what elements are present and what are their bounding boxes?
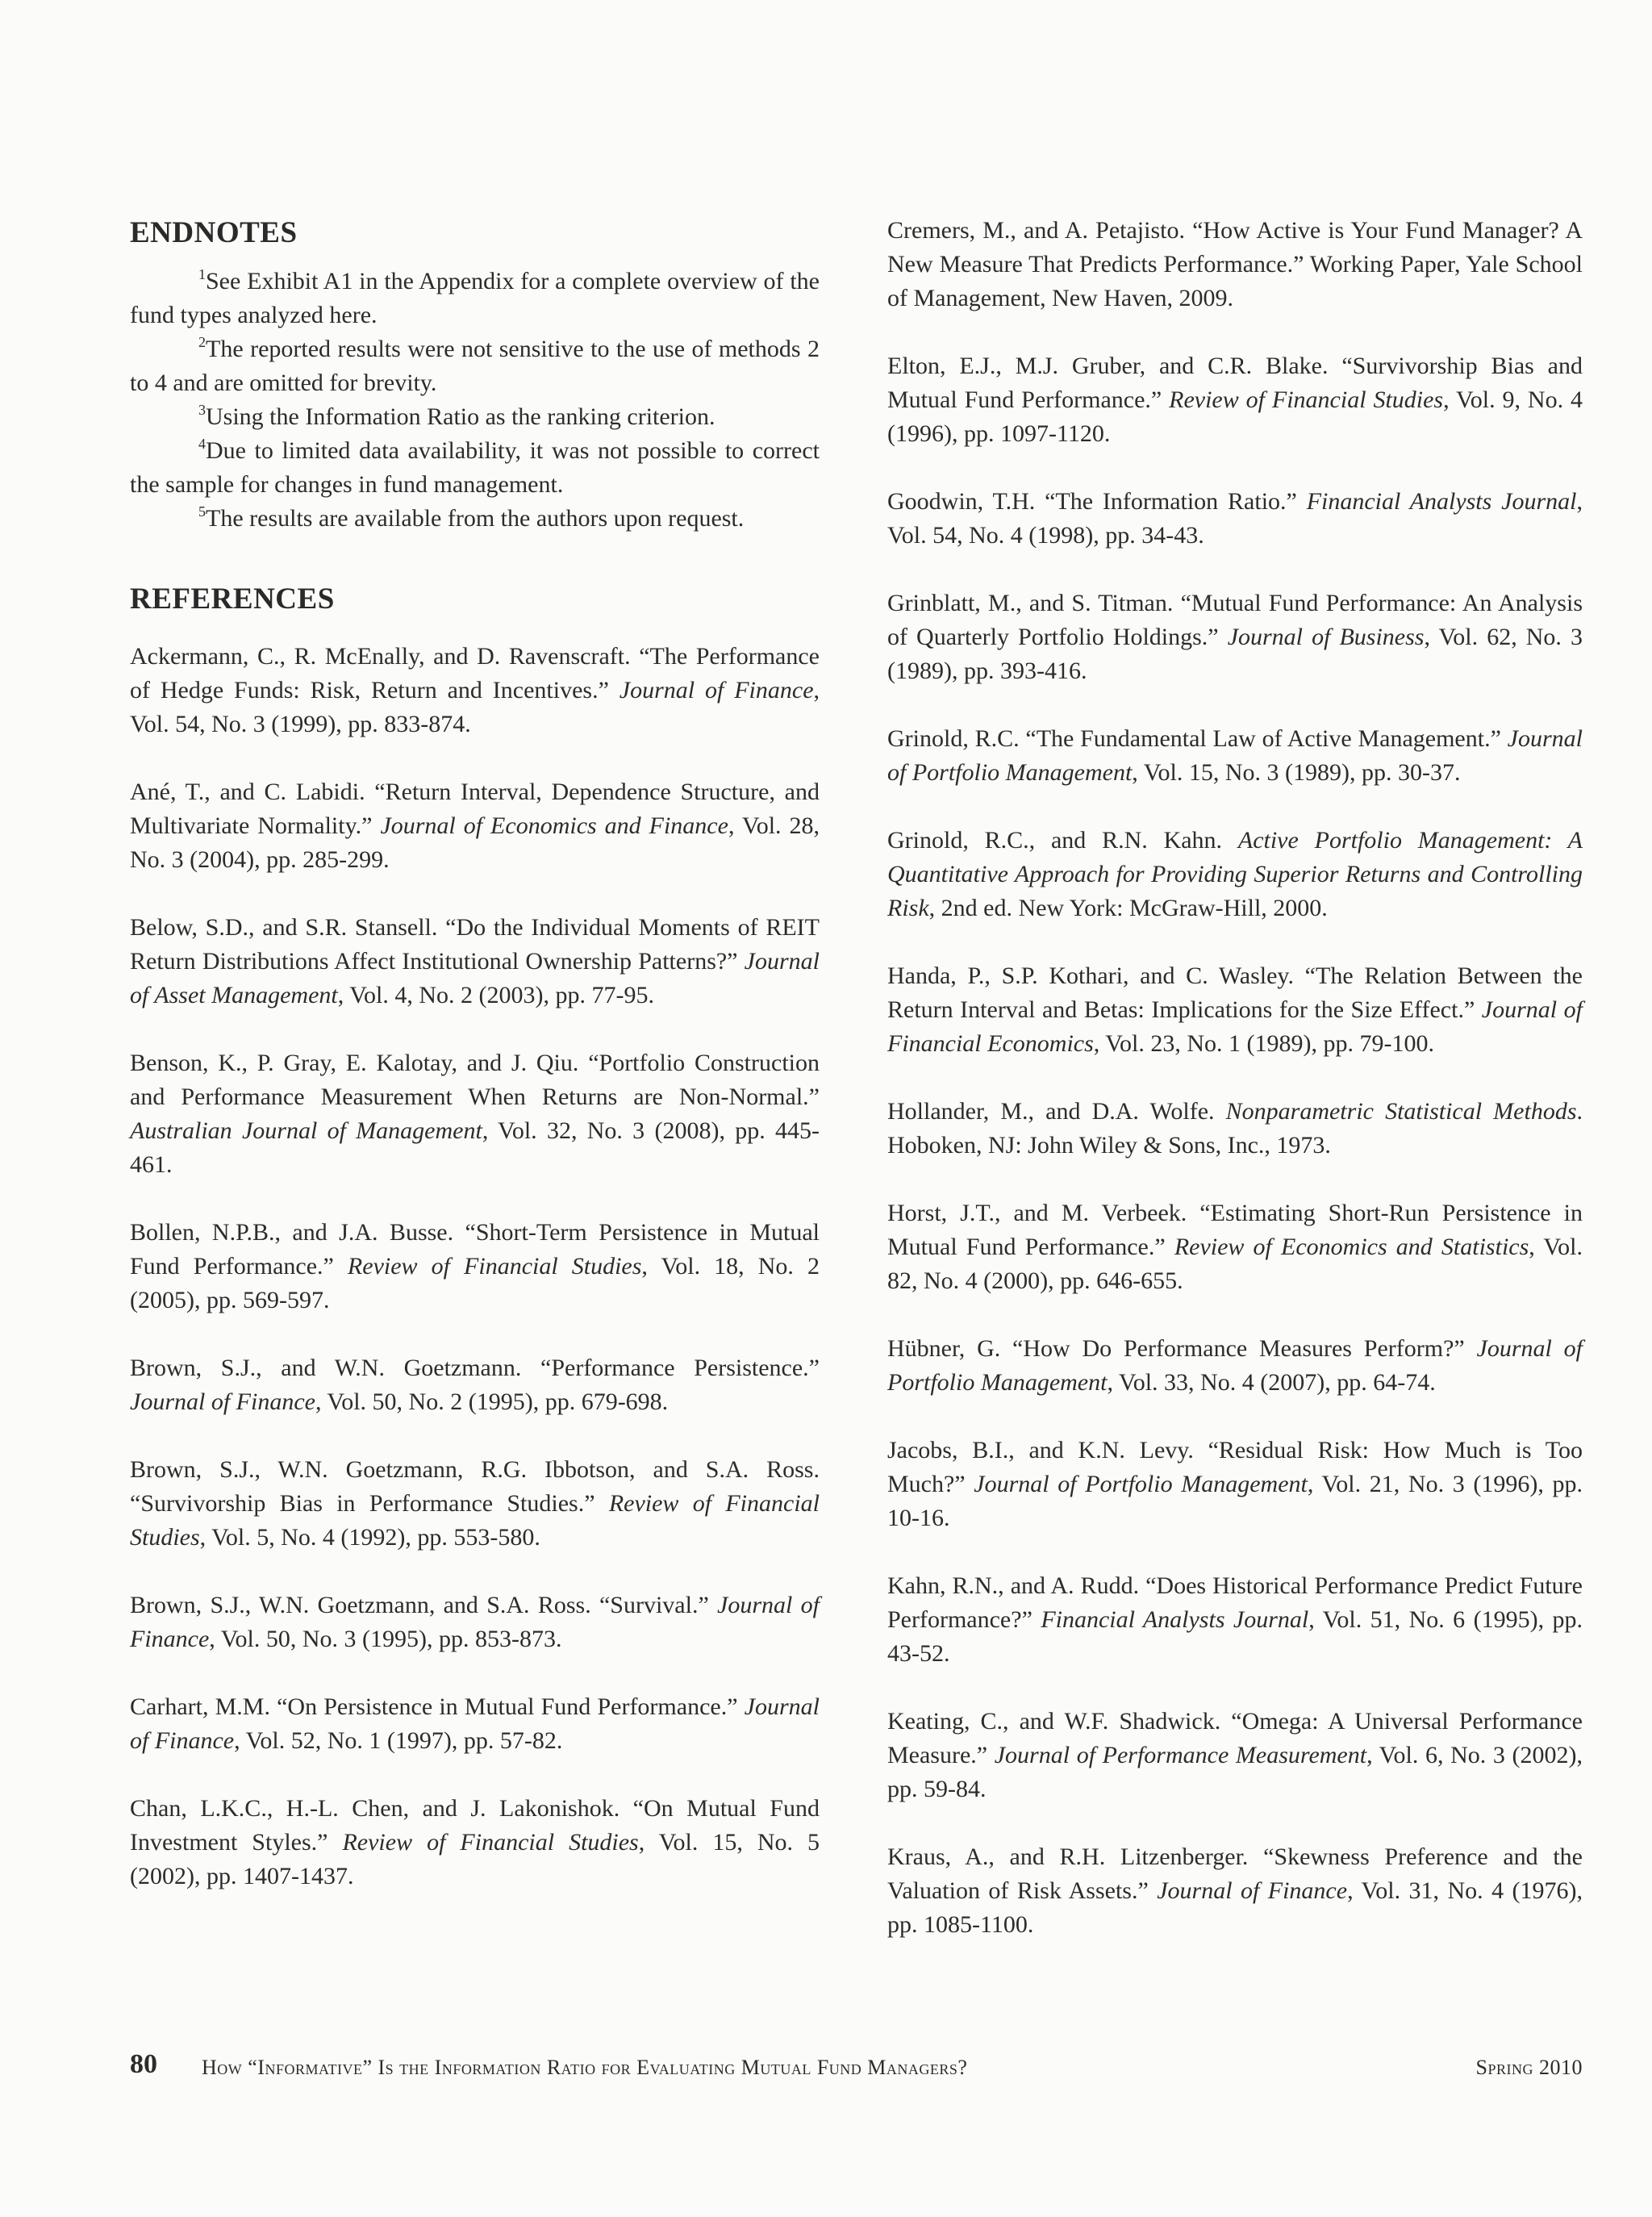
reference-entry: Hollander, M., and D.A. Wolfe. Nonparametric Statistical Methods. Hoboken, NJ: John Wiley & Sons, Inc., 1973. [887, 1098, 1583, 1159]
reference-entry: Bollen, N.P.B., and J.A. Busse. “Short-Term Persistence in Mutual Fund Performance.” Review of Financial Studies, Vol. 18, No. 2 (2005), pp. 569-597. [130, 1219, 820, 1313]
reference-source: Nonparametric Statistical Methods [1225, 1098, 1577, 1125]
reference-entry: Goodwin, T.H. “The Information Ratio.” Financial Analysts Journal, Vol. 54, No. 4 (1998), pp. 34-43. [887, 488, 1583, 549]
reference-entry: Ané, T., and C. Labidi. “Return Interval, Dependence Structure, and Multivariate Normality.” Journal of Economics and Finance, Vol. 28, No. 3 (2004), pp. 285-299. [130, 779, 820, 873]
reference-source: Financial Analysts Journal [1041, 1606, 1309, 1633]
reference-source: Journal of Portfolio Management [887, 1335, 1583, 1396]
reference-source: Journal of Business [1227, 624, 1425, 650]
reference-source: Review of Financial Studies [130, 1490, 820, 1551]
page-footer [130, 2049, 1583, 2081]
reference-source: Journal of Finance [130, 1693, 820, 1754]
reference-entry: Kahn, R.N., and A. Rudd. “Does Historical Performance Predict Future Performance?” Financial Analysts Journal, Vol. 51, No. 6 (1995), pp. 43-52. [887, 1572, 1583, 1667]
references-heading: REFERENCES [130, 582, 335, 616]
reference-entry: Elton, E.J., M.J. Gruber, and C.R. Blake. “Survivorship Bias and Mutual Fund Performance.” Review of Financial Studies, Vol. 9, No. 4 (1996), pp. 1097-1120. [887, 353, 1583, 447]
endnote: $^3$Using the Information Ratio as the ranking criterion. [198, 402, 715, 430]
reference-entry: Kraus, A., and R.H. Litzenberger. “Skewness Preference and the Valuation of Risk Assets.” Journal of Finance, Vol. 31, No. 4 (1976), pp. 1085-1100. [887, 1843, 1583, 1938]
references-list-left [130, 640, 820, 1893]
reference-source: Journal of Portfolio Management [887, 725, 1583, 786]
reference-source: Journal of Finance [619, 677, 814, 704]
references-list-right [887, 214, 1583, 1942]
reference-source: Review of Financial Studies [342, 1829, 639, 1856]
reference-entry: Horst, J.T., and M. Verbeek. “Estimating Short-Run Persistence in Mutual Fund Performance.” Review of Economics and Statistics, Vol. 82, No. 4 (2000), pp. 646-655. [887, 1200, 1583, 1294]
issue-label: Spring 2010 [1475, 2056, 1583, 2079]
reference-source: Financial Analysts Journal [1306, 488, 1577, 515]
reference-entry: Brown, S.J., W.N. Goetzmann, R.G. Ibbotson, and S.A. Ross. “Survivorship Bias in Performance Studies.” Review of Financial Studies, Vol. 5, No. 4 (1992), pp. 553-580. [130, 1456, 820, 1551]
reference-entry: Jacobs, B.I., and K.N. Levy. “Residual Risk: How Much is Too Much?” Journal of Portfolio Management, Vol. 21, No. 3 (1996), pp. 10-16. [887, 1437, 1583, 1531]
page-number: 80 [130, 2049, 157, 2079]
endnotes-list [130, 265, 820, 536]
reference-entry: Carhart, M.M. “On Persistence in Mutual Fund Performance.” Journal of Finance, Vol. 52, No. 1 (1997), pp. 57-82. [130, 1693, 820, 1754]
reference-source: Journal of Finance [130, 1592, 820, 1652]
reference-entry: Brown, S.J., and W.N. Goetzmann. “Performance Persistence.” Journal of Finance, Vol. 50, No. 2 (1995), pp. 679-698. [130, 1355, 820, 1415]
reference-entry: Hübner, G. “How Do Performance Measures Perform?” Journal of Portfolio Management, Vol. 33, No. 4 (2007), pp. 64-74. [887, 1335, 1583, 1396]
reference-entry: Grinold, R.C., and R.N. Kahn. Active Portfolio Management: A Quantitative Approach for Providing Superior Returns and Controlling Risk, 2nd ed. New York: McGraw-Hill, 2000. [887, 827, 1583, 921]
endnote: $^5$The results are available from the authors upon request. [198, 503, 745, 532]
reference-source: Review of Economics and Statistics [1174, 1234, 1529, 1260]
reference-source: Journal of Performance Measurement [994, 1742, 1367, 1768]
reference-entry: Grinblatt, M., and S. Titman. “Mutual Fund Performance: An Analysis of Quarterly Portfolio Holdings.” Journal of Business, Vol. 62, No. 3 (1989), pp. 393-416. [887, 590, 1583, 684]
reference-entry: Handa, P., S.P. Kothari, and C. Wasley. “The Relation Between the Return Interval and Betas: Implications for the Size Effect.” Journal of Financial Economics, Vol. 23, No. 1 (1989), pp. 79-100. [887, 962, 1583, 1057]
reference-source: Journal of Financial Economics [887, 996, 1583, 1057]
reference-source: Journal of Finance [130, 1388, 315, 1415]
reference-entry: Below, S.D., and S.R. Stansell. “Do the Individual Moments of REIT Return Distributions Affect Institutional Ownership Patterns?” Journal of Asset Management, Vol. 4, No. 2 (2003), pp. 77-95. [130, 914, 820, 1008]
reference-source: Journal of Finance [1157, 1877, 1348, 1904]
reference-source: Journal of Portfolio Management [974, 1471, 1308, 1497]
reference-entry: Keating, C., and W.F. Shadwick. “Omega: A Universal Performance Measure.” Journal of Performance Measurement, Vol. 6, No. 3 (2002), pp. 59-84. [887, 1708, 1583, 1802]
reference-source: Review of Financial Studies [347, 1253, 642, 1280]
endnote: $^1$See Exhibit A1 in the Appendix for a complete overview of the fund types analyzed here. [130, 266, 820, 328]
reference-entry: Chan, L.K.C., H.-L. Chen, and J. Lakonishok. “On Mutual Fund Investment Styles.” Review of Financial Studies, Vol. 15, No. 5 (2002), pp. 1407-1437. [130, 1795, 820, 1889]
reference-source: Review of Financial Studies [1169, 386, 1444, 413]
reference-entry: Grinold, R.C. “The Fundamental Law of Active Management.” Journal of Portfolio Management, Vol. 15, No. 3 (1989), pp. 30-37. [887, 725, 1583, 786]
reference-source: Journal of Asset Management [130, 948, 820, 1008]
reference-source: Active Portfolio Management: A Quantitative Approach for Providing Superior Returns and Controlling Risk [887, 827, 1583, 921]
reference-entry: Brown, S.J., W.N. Goetzmann, and S.A. Ross. “Survival.” Journal of Finance, Vol. 50, No. 3 (1995), pp. 853-873. [130, 1592, 820, 1652]
left-column [130, 214, 820, 1927]
endnotes-heading: ENDNOTES [130, 216, 298, 249]
reference-source: Journal of Economics and Finance [380, 812, 728, 839]
reference-entry: Ackermann, C., R. McEnally, and D. Ravenscraft. “The Performance of Hedge Funds: Risk, Return and Incentives.” Journal of Finance, Vol. 54, No. 3 (1999), pp. 833-874. [130, 643, 820, 737]
right-column [887, 214, 1583, 1976]
running-title: How “Informative” Is the Information Ratio for Evaluating Mutual Fund Managers? [202, 2056, 968, 2079]
reference-source: Australian Journal of Management [130, 1117, 482, 1144]
endnote: $^2$The reported results were not sensitive to the use of methods 2 to 4 and are omitted for brevity. [130, 334, 820, 396]
reference-entry: Cremers, M., and A. Petajisto. “How Active is Your Fund Manager? A New Measure That Predicts Performance.” Working Paper, Yale School of Management, New Haven, 2009. [887, 217, 1583, 311]
endnote: $^4$Due to limited data availability, it was not possible to correct the sample for changes in fund management. [130, 436, 820, 498]
reference-entry: Benson, K., P. Gray, E. Kalotay, and J. Qiu. “Portfolio Construction and Performance Measurement When Returns are Non-Normal.” Australian Journal of Management, Vol. 32, No. 3 (2008), pp. 445-461. [130, 1050, 820, 1178]
